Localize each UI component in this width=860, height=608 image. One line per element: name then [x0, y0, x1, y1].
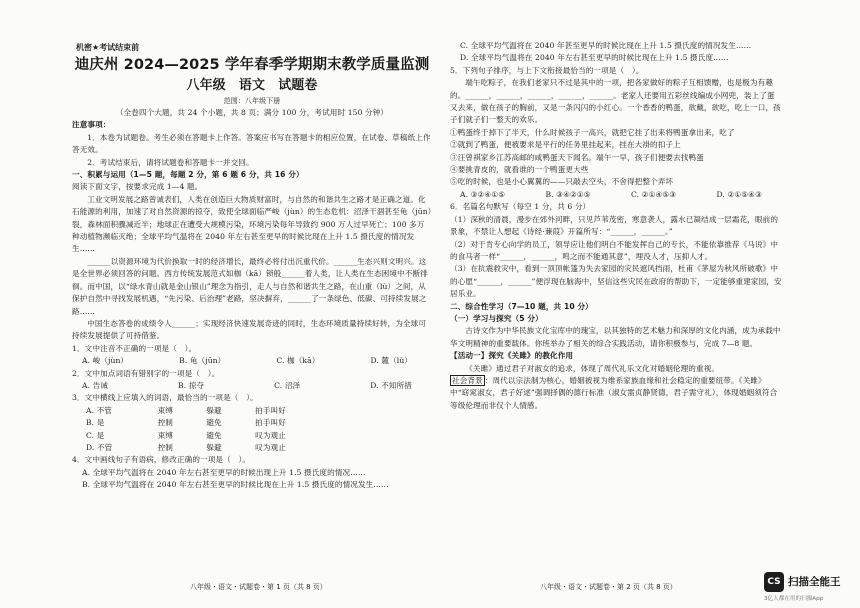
question-5-item: ②就到了鸭蛋，便被要求是平行的任务里挂起来，挂在大褂的扣子上	[450, 140, 681, 150]
question-4-option-c: C. 全球平均气温将在 2040 年甚至更早的时候比现在上升 1.5 摄氏度的情况发生……	[460, 41, 752, 50]
question-4-option-d: D. 全球平均气温将在 2040 年左右甚至更早的时候比现在上升 1.5 摄氏度……	[460, 53, 729, 63]
question-2: 2．文中加点词语有错别字的一项是（ ）。	[72, 368, 220, 378]
page-footer-left: 八年级・语文・试题卷・第 1 页（共 8 页）	[190, 583, 327, 591]
notice-1: 1．本卷为试题卷。考生必须在答题卡上作答。答案应书写在答题卡的相应位置，在试卷、草稿纸上作答无效。	[72, 132, 431, 155]
question-2-options	[72, 380, 432, 392]
table-cell: C. 是	[86, 430, 105, 440]
passage-paragraph-3: 中国生态答卷的成绩令人______；实现经济快速发展奇迹的同时，生态环境质量持续好转，为全球可持续发展提供了可持借鉴。	[72, 318, 427, 341]
table-row	[82, 417, 332, 429]
watermark-tagline: 3亿人都在用的扫描App	[764, 596, 824, 602]
passage-paragraph-2: ______以资源环境为代价换取一时的经济增长，最终必将付出沉重代价。______生态兴则文明兴。这是全世界必须回答的问题。西方传统发展范式如枷（kā）锁般______着人类，让人类在生态困境中不断徘徊。而中国，以“绿水青山就是金山银山”理念为指引，走人与自然和谐共生之路，在山重（lù）之间，从保护自然中寻找发展机遇，“先污染、后治理”老路，坚决摒弃，______了一条绿色、低碳、可持续发展之路……	[72, 256, 428, 316]
option: C. ②①④⑤③	[631, 189, 677, 199]
table-cell: 束缚	[157, 405, 173, 415]
social-background-label: 社会背景	[452, 375, 483, 385]
social-background	[450, 375, 782, 412]
question-5-item: ④要挑青皮的，就看谁的一个鸭蛋更大些	[450, 165, 589, 175]
section-2-intro: 古诗文作为中华民族文化宝库中的瑰宝，以其独特的艺术魅力和深厚的文化内涵，成为承载中华文明精神的重要载体。你班举办了相关的综合实践活动，请你积极参与，完成 7—8 题。	[450, 326, 781, 348]
left-column	[72, 40, 432, 568]
activity-1-title: 【活动一】探究《关雎》的教化作用	[450, 351, 574, 361]
question-5: 5．下列句子排序，与上下文衔接最恰当的一项是（ ）。	[450, 65, 644, 75]
question-6-part-1: （1）深秋的清晨，漫步在郊外河畔，只见芦苇茂密，寒意袭人，露水已凝结成一层霜花，眼前的景象，不禁让人想起《诗经·蒹葭》开篇所写：“______，______。”	[450, 214, 779, 237]
table-cell: 拍手叫好	[255, 418, 286, 428]
table-row	[82, 405, 332, 417]
table-cell: 躲避	[206, 442, 222, 452]
option: A. ③②④①⑤	[460, 189, 506, 199]
table-cell: 拍手叫好	[255, 405, 286, 415]
table-cell: A. 不管	[86, 405, 112, 415]
table-cell: 控制	[157, 442, 173, 452]
table-cell: 叹为观止	[255, 430, 286, 440]
table-cell: 控制	[157, 418, 173, 428]
table-row	[82, 442, 332, 454]
right-column	[450, 40, 782, 568]
option: C. 枷（kā）	[276, 356, 320, 366]
section-2-subtitle: （一）学习与探究（5 分）	[450, 313, 543, 323]
notice-title: 注意事项：	[72, 120, 111, 130]
question-4-option-a: A. 全球平均气温将在 2040 年左右甚至更早的时候出现上升 1.5 摄氏度的情况……	[82, 467, 366, 477]
exam-subtitle: 八年级 语文 试题卷	[186, 78, 318, 93]
question-6-part-2: （2）对于肯专心向学的员工，领导应让他们明白不能发挥自己的专长，不能依靠推荐《马说》中的食马者一样“______，______，鸣之而不能通其意”，埋没人才，压抑人才。	[450, 239, 779, 261]
table-cell: D. 不管	[86, 442, 113, 452]
option: B. 掠夺	[178, 380, 205, 390]
question-5-item: ③汪曾祺家乡江苏高邮的咸鸭蛋天下闻名。端午一早，孩子们便要去找鸭蛋	[450, 152, 704, 162]
section-1-instruction: 阅读下面文字，按要求完成 1—4 题。	[72, 182, 203, 192]
option: B. 龟（jūn）	[179, 356, 226, 366]
social-background-text: ：周代以宗法制为核心，婚姻被视为维系家族血缘和社会稳定的重要纽带。《关雎》中“窈窕淑女，君子好逑”强调择偶的德行标准（淑女需贞静贤德，君子需守礼），体现婚姻须符合等级伦理而非仅个人情感。	[450, 375, 778, 410]
question-5-passage: 端午吃粽子，在我们老家只不过是其中的一项，把各家做好的粽子互相馈赠，也是极为有趣的。______，______，______，______，______。老家人还要用五彩丝线编成小网兜，装上了蛋又去来，做在孩子的胸前，又是一条闪闪的小红心。一个香香的鸭蛋，欲戴，欲吃，吃上一口，孩子们就子们一整天的欢乐。	[450, 78, 781, 125]
question-4-option-b: B. 全球平均气温将在 2040 年左右甚至更早的时候比现在上升 1.5 摄氏度的情况发生……	[82, 480, 389, 490]
option: D. 麓（lù）	[370, 356, 412, 366]
question-3: 3．文中横线上应填入的词语，最恰当的一项是（ ）。	[72, 393, 258, 403]
watermark-name: 扫描全能王	[788, 576, 841, 588]
option: D. 不知所措	[370, 380, 412, 390]
question-6: 6．名篇名句默写（每空 1 分，共 6 分）	[450, 202, 591, 212]
question-6-part-3: （3）在抗震救灾中，看到一顶顶帐篷为失去家园的灾民遮风挡雨，杜甫《茅屋为秋风所破歌》中的心愿“______，______”便浮现在脑海中，坚信这些灾民在政府的帮助下，一定能够重建家园，安居乐业。	[450, 264, 782, 299]
camscanner-logo-icon: CS	[764, 572, 784, 592]
exam-title: 迪庆州 2024—2025 学年春季学期期末教学质量监测	[74, 57, 430, 73]
option: A. 峻（jùn）	[82, 356, 129, 366]
question-4: 4．文中画线句子有语病，修改正确的一项是（ ）。	[72, 455, 251, 465]
exam-meta: （全卷四个大题，共 24 个小题，共 8 页；满分 100 分，考试用时 150 分钟）	[115, 108, 389, 117]
option: A. 告诫	[82, 380, 108, 390]
option: C. 沼泽	[274, 380, 301, 390]
table-cell: 束缚	[157, 430, 173, 440]
question-1: 1．文中注音不正确的一项是（ ）。	[72, 343, 197, 353]
activity-1-text: 《关雎》通过君子对淑女的追求，体现了周代礼乐文化对婚姻伦理的重视。	[465, 363, 720, 373]
option: B. ③④②①⑤	[545, 189, 591, 199]
passage-paragraph-1: 工业文明发展之路曾诚表们，人类在创造巨大物质财富时，与自然的和谐共生之路才是正确之道。化石能源的利用，加速了对自然资源的掠夺，致使全球面临严峻（jùn）的生态危机：沼泽干涸甚至龟（jūn）裂，森林面积骤减近半；地球正在遭受大规模污染，环境污染每年导致约 900 万人过早死亡；100 多万种动植物濒临灭绝；全球平均气温将在 2040 年左右甚至更早的时候比现在上升 1.5 摄氏度的情况发生……	[72, 194, 432, 254]
table-cell: 避免	[206, 418, 222, 428]
section-2-title: 二、综合性学习（7—10 题，共 10 分）	[450, 301, 593, 311]
table-cell: B. 是	[86, 418, 105, 428]
exam-scope: 范围：八年级下册	[223, 97, 281, 105]
confidential-label: 机密★考试结束前	[76, 43, 140, 52]
notice-2: 2．考试结束后，请将试题卷和答题卡一并交回。	[87, 157, 254, 167]
table-cell: 避免	[206, 430, 222, 440]
scanner-watermark	[764, 570, 856, 604]
table-cell: 叹为观止	[255, 442, 286, 452]
question-5-item: ⑤吃的时候，也是小心翼翼的——只敲去空头，不舍得把整个弄坏	[450, 177, 674, 187]
option: D. ②①⑤④③	[716, 189, 762, 199]
table-cell: 躲避	[206, 405, 222, 415]
question-5-options	[450, 189, 782, 201]
question-3-options-table	[82, 405, 332, 455]
question-5-item: ①鸭蛋终于掉下了半天，什么时候孩子一高兴，就把它挂了出来将鸭蛋拿出来，吃了	[450, 127, 735, 137]
question-1-options	[72, 355, 432, 367]
page-footer-right: 八年级・语文・试题卷・第 2 页（共 8 页）	[540, 583, 677, 591]
section-1-title: 一、积累与运用（1—5 题，每题 2 分，第 6 题 6 分，共 16 分）	[72, 170, 304, 180]
table-row	[82, 430, 332, 442]
